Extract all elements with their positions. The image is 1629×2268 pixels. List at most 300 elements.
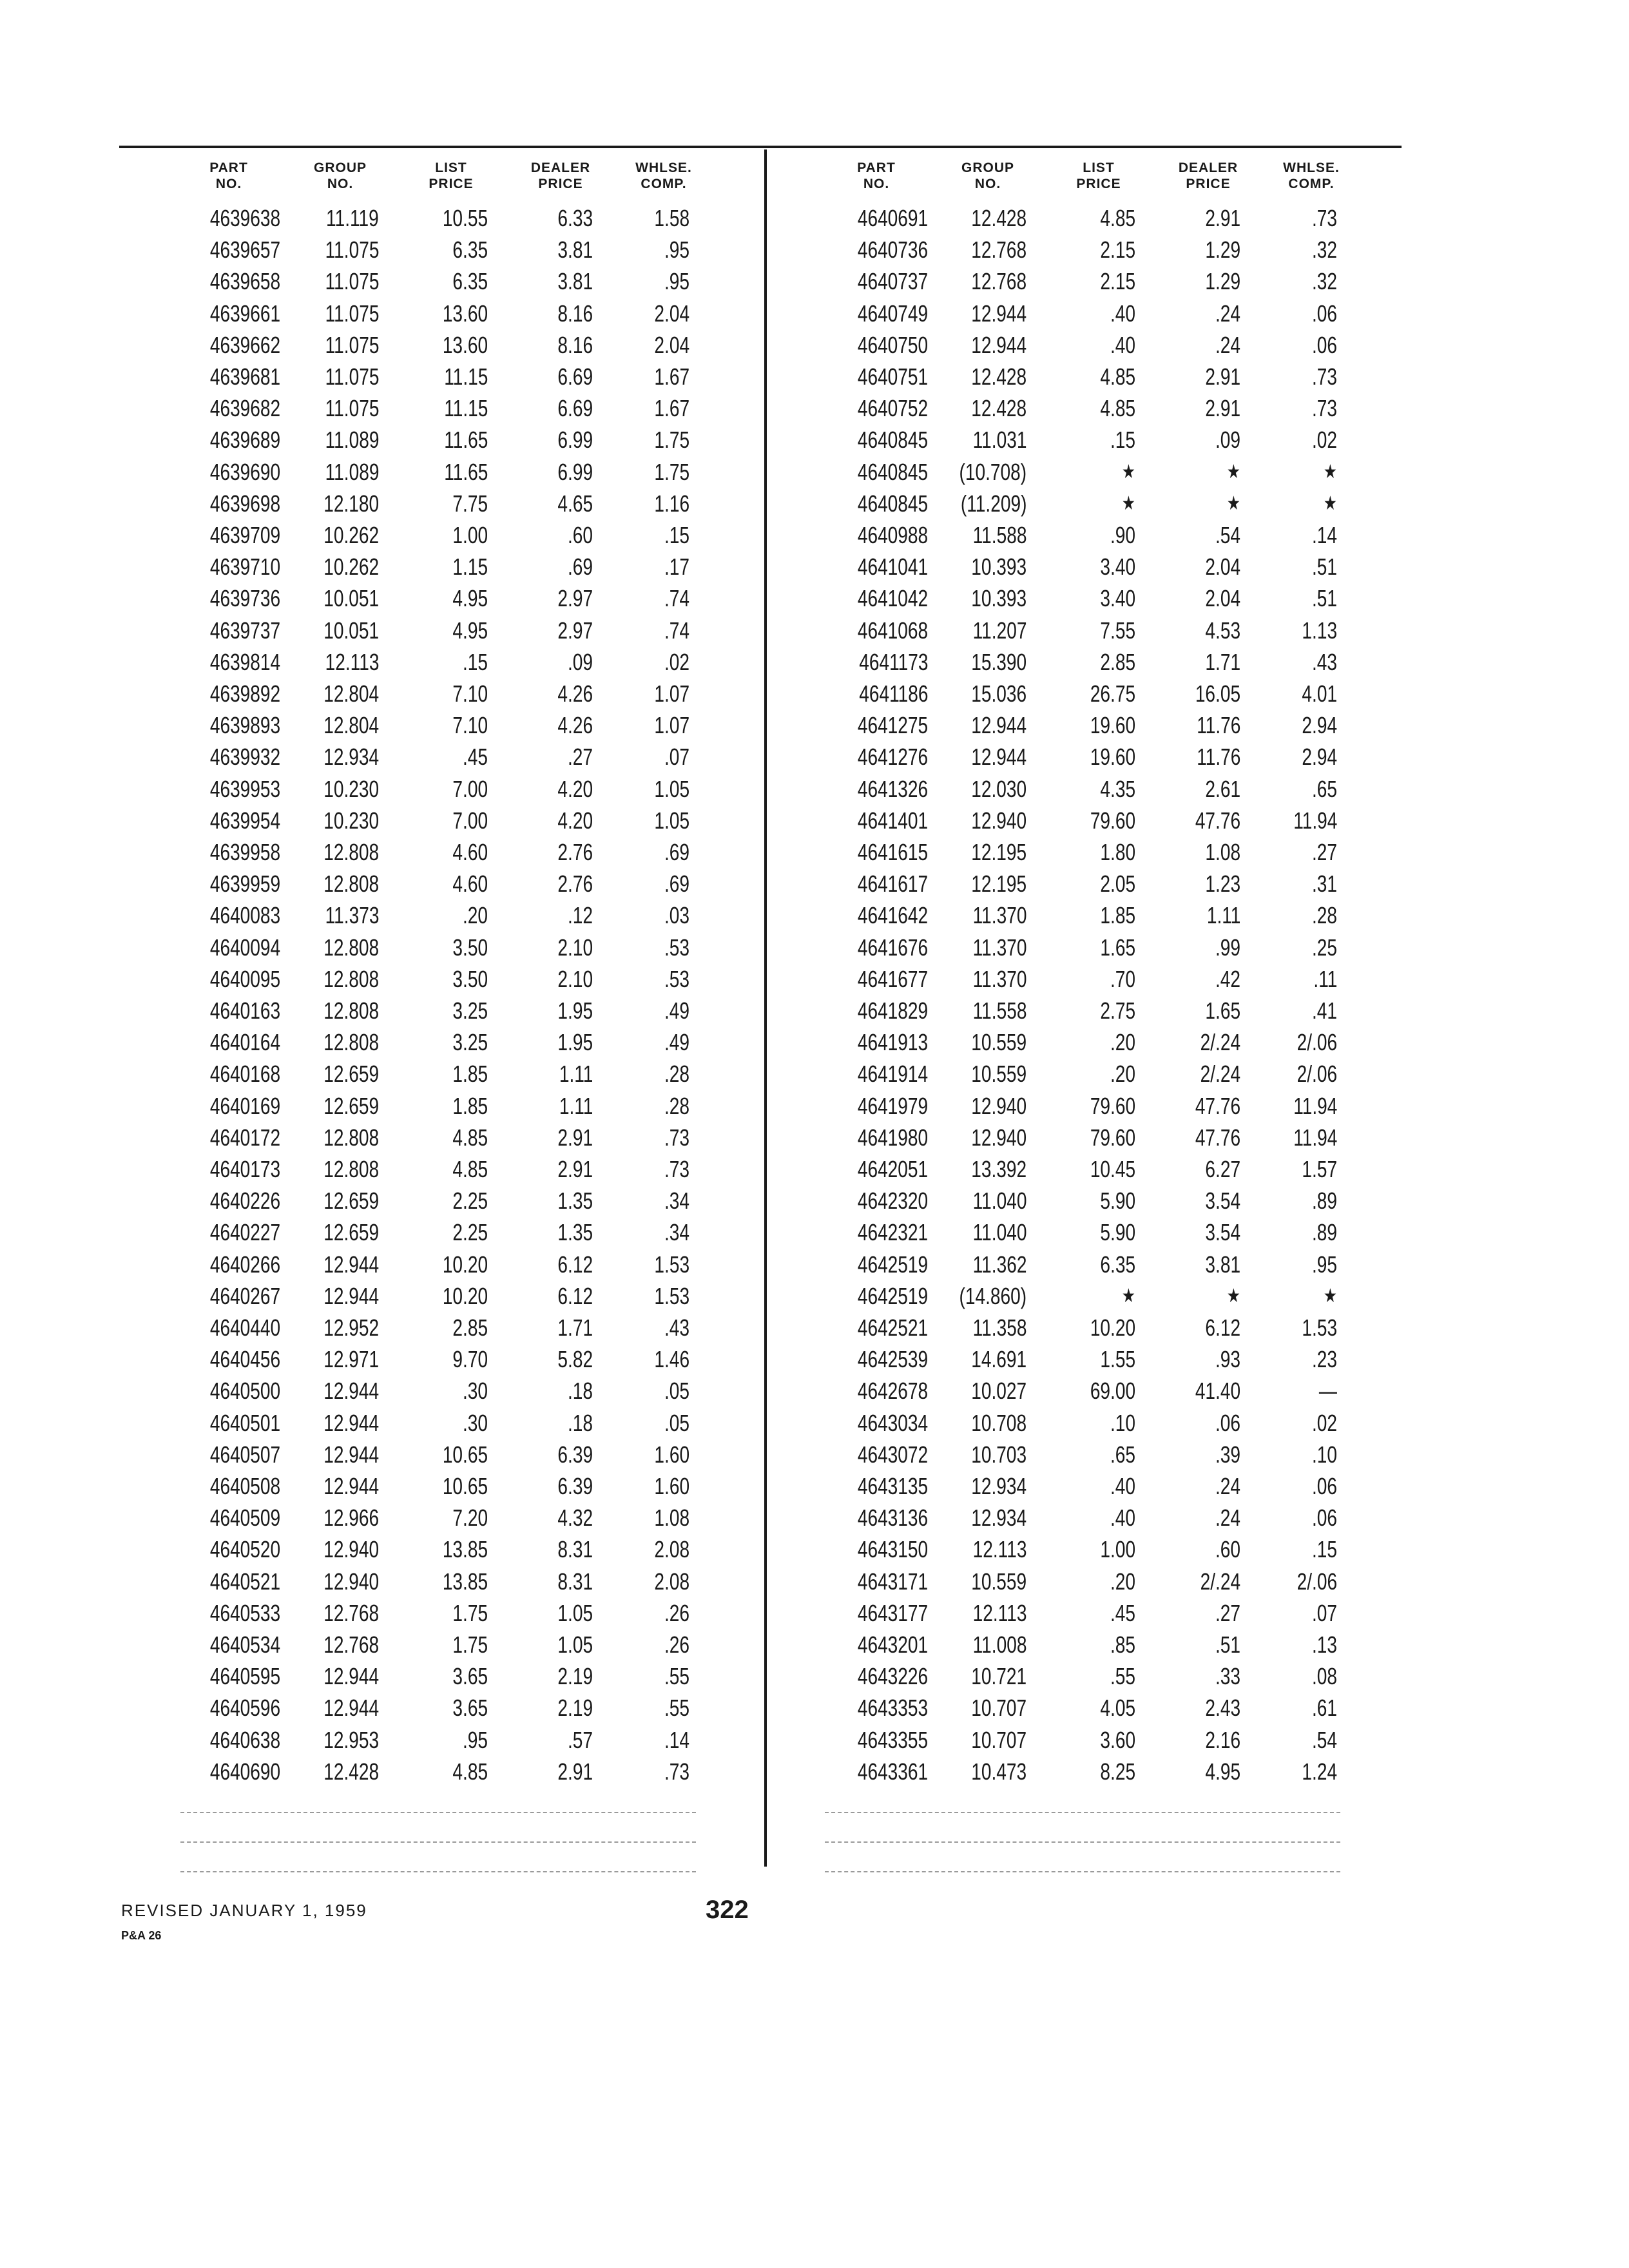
cell-part-no: 4640509 — [209, 1504, 280, 1532]
cell-group-no: 10.027 — [971, 1378, 1027, 1405]
cell-dealer-price: 8.31 — [557, 1536, 593, 1563]
header-line: DEALER — [1178, 160, 1239, 175]
cell-dealer-price: 11.76 — [1196, 744, 1240, 771]
cell-whlse-comp: .55 — [664, 1663, 689, 1690]
cell-dealer-price: .99 — [1215, 934, 1240, 961]
cell-dealer-price: 1.11 — [1206, 902, 1240, 929]
cell-group-no: 10.473 — [971, 1758, 1027, 1785]
cell-whlse-comp: .51 — [1311, 553, 1337, 581]
table-row — [174, 1470, 702, 1502]
cell-whlse-comp: .73 — [1311, 205, 1337, 231]
cell-group-no: 12.944 — [971, 744, 1027, 771]
cell-group-no: 11.373 — [325, 902, 379, 929]
cell-dealer-price: ★ — [1227, 1285, 1240, 1307]
table-row — [174, 1153, 702, 1185]
cell-whlse-comp: 2/.06 — [1296, 1061, 1337, 1088]
cell-list-price: 8.25 — [1100, 1758, 1135, 1785]
cell-whlse-comp: .89 — [1311, 1219, 1337, 1246]
cell-group-no: 12.113 — [972, 1536, 1027, 1563]
cell-whlse-comp: .69 — [664, 839, 689, 865]
table-row — [174, 1756, 702, 1787]
cell-list-price: 3.65 — [452, 1695, 488, 1722]
blank-line — [180, 1871, 696, 1874]
cell-whlse-comp: .06 — [1311, 300, 1337, 327]
cell-part-no: 4640845 — [857, 490, 928, 517]
header-line: PART — [209, 160, 248, 175]
cell-list-price: 79.60 — [1090, 1092, 1135, 1119]
cell-part-no: 4640520 — [209, 1536, 280, 1563]
cell-dealer-price: .27 — [567, 744, 593, 771]
table-row — [822, 709, 1350, 741]
cell-group-no: 10.393 — [971, 585, 1027, 612]
cell-whlse-comp: .53 — [664, 934, 689, 961]
table-row — [822, 1122, 1350, 1153]
cell-group-no: 11.089 — [325, 458, 379, 485]
cell-dealer-price: 3.81 — [1205, 1251, 1240, 1278]
table-row — [822, 1026, 1350, 1058]
cell-list-price: 7.10 — [452, 712, 488, 739]
cell-list-price: 2.05 — [1100, 870, 1135, 898]
table-row — [822, 1470, 1350, 1502]
cell-whlse-comp: 2/.06 — [1296, 1568, 1337, 1595]
cell-part-no: 4640267 — [209, 1282, 280, 1309]
cell-list-price: .20 — [462, 902, 488, 929]
table-row — [174, 932, 702, 963]
header-line: COMP. — [641, 177, 687, 191]
cell-group-no: 12.944 — [323, 1441, 379, 1468]
cell-part-no: 4640500 — [209, 1378, 280, 1405]
table-row — [174, 899, 702, 931]
cell-whlse-comp: 1.24 — [1302, 1758, 1337, 1785]
cell-list-price: 4.95 — [452, 617, 488, 644]
cell-list-price: .20 — [1110, 1568, 1135, 1595]
cell-group-no: 12.030 — [971, 775, 1027, 802]
cell-list-price: .70 — [1110, 965, 1135, 992]
cell-list-price: 10.65 — [442, 1473, 488, 1499]
cell-dealer-price: 4.20 — [557, 807, 593, 834]
cell-whlse-comp: .73 — [1311, 395, 1337, 422]
blank-line — [825, 1871, 1340, 1874]
cell-whlse-comp: .28 — [664, 1092, 689, 1119]
cell-list-price: 3.25 — [452, 997, 488, 1024]
cell-whlse-comp: 11.94 — [1293, 807, 1337, 834]
cell-dealer-price: .24 — [1215, 331, 1240, 358]
header-line: NO. — [215, 177, 242, 191]
table-row — [822, 234, 1350, 265]
cell-part-no: 4640440 — [209, 1314, 280, 1341]
table-row — [822, 551, 1350, 582]
cell-dealer-price: 47.76 — [1195, 1092, 1240, 1119]
header-dealer-price — [531, 160, 590, 198]
cell-dealer-price: 2.10 — [557, 934, 593, 961]
cell-group-no: (14.860) — [959, 1282, 1027, 1309]
cell-part-no: 4643201 — [857, 1631, 928, 1658]
cell-part-no: 4639953 — [209, 775, 280, 802]
cell-whlse-comp: 1.05 — [654, 807, 689, 834]
cell-whlse-comp: 1.67 — [654, 363, 689, 390]
table-row — [822, 995, 1350, 1026]
cell-whlse-comp: .14 — [1311, 522, 1337, 548]
cell-dealer-price: .18 — [567, 1409, 593, 1436]
cell-group-no: 12.808 — [323, 870, 379, 898]
cell-part-no: 4641326 — [857, 775, 928, 802]
cell-list-price: .30 — [462, 1378, 488, 1405]
cell-group-no: 12.944 — [323, 1663, 379, 1690]
cell-whlse-comp: .34 — [664, 1187, 689, 1215]
cell-whlse-comp: 1.16 — [654, 490, 689, 517]
cell-part-no: 4639681 — [209, 363, 280, 390]
form-code: P&A 26 — [121, 1929, 162, 1942]
cell-list-price: .15 — [1110, 427, 1135, 454]
table-row — [174, 202, 702, 234]
cell-part-no: 4640508 — [209, 1473, 280, 1499]
cell-group-no: 12.804 — [323, 712, 379, 739]
cell-dealer-price: .60 — [1215, 1536, 1240, 1563]
cell-dealer-price: .54 — [1215, 522, 1240, 548]
cell-group-no: 12.944 — [323, 1378, 379, 1405]
table-row — [174, 868, 702, 899]
cell-list-price: 4.85 — [452, 1124, 488, 1151]
cell-part-no: 4640173 — [209, 1156, 280, 1182]
cell-list-price: 4.85 — [1100, 395, 1135, 422]
table-row — [174, 1122, 702, 1153]
cell-part-no: 4640094 — [209, 934, 280, 961]
cell-whlse-comp: .03 — [664, 902, 689, 929]
cell-dealer-price: 4.26 — [557, 680, 593, 707]
cell-group-no: 11.362 — [972, 1251, 1027, 1278]
cell-part-no: 4640083 — [209, 902, 280, 929]
cell-dealer-price: 2.61 — [1205, 775, 1240, 802]
cell-part-no: 4642539 — [857, 1346, 928, 1373]
table-row — [822, 646, 1350, 678]
cell-part-no: 4639814 — [209, 648, 280, 675]
cell-whlse-comp: 2.94 — [1302, 744, 1337, 771]
cell-whlse-comp: .95 — [664, 236, 689, 264]
table-row — [822, 932, 1350, 963]
table-row — [174, 1312, 702, 1343]
cell-part-no: 4641642 — [857, 902, 928, 929]
cell-whlse-comp: .95 — [664, 268, 689, 295]
cell-part-no: 4642321 — [857, 1219, 928, 1246]
cell-group-no: 12.428 — [323, 1758, 379, 1785]
cell-part-no: 4639662 — [209, 331, 280, 358]
table-row — [174, 1660, 702, 1692]
cell-list-price: 79.60 — [1090, 807, 1135, 834]
header-line: GROUP — [961, 160, 1015, 175]
cell-list-price: .40 — [1110, 1473, 1135, 1499]
cell-whlse-comp: .51 — [1311, 585, 1337, 612]
header-dealer-price — [1179, 160, 1238, 198]
cell-part-no: 4643034 — [857, 1409, 928, 1436]
cell-whlse-comp: ★ — [1324, 461, 1337, 483]
table-row — [822, 265, 1350, 297]
cell-whlse-comp: .69 — [664, 870, 689, 898]
cell-dealer-price: .93 — [1215, 1346, 1240, 1373]
table-row — [822, 1153, 1350, 1185]
cell-group-no: 11.040 — [972, 1219, 1027, 1246]
table-row — [822, 1692, 1350, 1724]
cell-list-price: 7.00 — [452, 775, 488, 802]
cell-list-price: 3.65 — [452, 1663, 488, 1690]
cell-list-price: 2.15 — [1100, 236, 1135, 264]
table-row — [822, 805, 1350, 836]
cell-part-no: 4639959 — [209, 870, 280, 898]
cell-dealer-price: 6.12 — [557, 1282, 593, 1309]
cell-dealer-price: 6.12 — [1205, 1314, 1240, 1341]
table-row — [822, 1724, 1350, 1756]
cell-group-no: 12.944 — [323, 1282, 379, 1309]
cell-group-no: 12.808 — [323, 1029, 379, 1056]
cell-dealer-price: .51 — [1215, 1631, 1240, 1658]
cell-list-price: .15 — [462, 648, 488, 675]
cell-part-no: 4643136 — [857, 1504, 928, 1532]
table-row — [822, 963, 1350, 995]
cell-dealer-price: .24 — [1215, 1473, 1240, 1499]
cell-whlse-comp: .07 — [1311, 1599, 1337, 1626]
cell-whlse-comp: 1.05 — [654, 775, 689, 802]
table-row — [822, 836, 1350, 868]
cell-group-no: 12.808 — [323, 997, 379, 1024]
cell-part-no: 4643361 — [857, 1758, 928, 1785]
cell-list-price: 11.65 — [443, 458, 488, 485]
cell-group-no: 12.966 — [323, 1504, 379, 1532]
cell-list-price: 7.10 — [452, 680, 488, 707]
table-row — [174, 646, 702, 678]
cell-group-no: 12.940 — [971, 1092, 1027, 1119]
cell-list-price: 5.90 — [1100, 1187, 1135, 1215]
cell-list-price: 3.40 — [1100, 585, 1135, 612]
cell-whlse-comp: 1.46 — [654, 1346, 689, 1373]
cell-group-no: 12.113 — [972, 1599, 1027, 1626]
cell-whlse-comp: 1.58 — [654, 205, 689, 231]
cell-group-no: 12.940 — [971, 1124, 1027, 1151]
cell-group-no: 12.428 — [971, 395, 1027, 422]
cell-dealer-price: .24 — [1215, 300, 1240, 327]
cell-part-no: 4640163 — [209, 997, 280, 1024]
cell-group-no: 12.940 — [971, 807, 1027, 834]
cell-group-no: 11.075 — [325, 300, 379, 327]
cell-dealer-price: 6.69 — [557, 363, 593, 390]
table-row — [822, 1216, 1350, 1248]
cell-whlse-comp: .05 — [664, 1378, 689, 1405]
cell-group-no: 10.262 — [323, 522, 379, 548]
cell-part-no: 4640638 — [209, 1726, 280, 1753]
cell-part-no: 4640988 — [857, 522, 928, 548]
table-row — [822, 1629, 1350, 1660]
cell-list-price: 1.80 — [1100, 839, 1135, 865]
cell-group-no: 12.808 — [323, 1124, 379, 1151]
cell-whlse-comp: .15 — [664, 522, 689, 548]
cell-whlse-comp: .13 — [1311, 1631, 1337, 1658]
cell-dealer-price: 8.31 — [557, 1568, 593, 1595]
cell-part-no: 4643226 — [857, 1663, 928, 1690]
table-row — [174, 1597, 702, 1629]
header-line: LIST — [435, 160, 467, 175]
cell-part-no: 4640533 — [209, 1599, 280, 1626]
cell-group-no: 11.588 — [972, 522, 1027, 548]
cell-group-no: 10.559 — [971, 1061, 1027, 1088]
cell-whlse-comp: .27 — [1311, 839, 1337, 865]
cell-part-no: 4642051 — [857, 1156, 928, 1182]
cell-group-no: 15.390 — [971, 648, 1027, 675]
cell-whlse-comp: .43 — [1311, 648, 1337, 675]
cell-list-price: .45 — [462, 744, 488, 771]
cell-list-price: .40 — [1110, 1504, 1135, 1532]
cell-group-no: 12.940 — [323, 1568, 379, 1595]
cell-list-price: 4.60 — [452, 839, 488, 865]
cell-list-price: 1.75 — [452, 1599, 488, 1626]
cell-part-no: 4640691 — [857, 205, 928, 231]
cell-part-no: 4643135 — [857, 1473, 928, 1499]
table-row — [174, 615, 702, 646]
cell-whlse-comp: .95 — [1311, 1251, 1337, 1278]
cell-whlse-comp: 1.60 — [654, 1441, 689, 1468]
cell-group-no: 11.031 — [972, 427, 1027, 454]
cell-whlse-comp: 2.04 — [654, 331, 689, 358]
table-row — [174, 1724, 702, 1756]
cell-list-price: .85 — [1110, 1631, 1135, 1658]
header-line: WHLSE. — [635, 160, 692, 175]
table-row — [174, 1533, 702, 1565]
cell-dealer-price: .57 — [567, 1726, 593, 1753]
cell-whlse-comp: 1.67 — [654, 395, 689, 422]
cell-group-no: 11.558 — [972, 997, 1027, 1024]
table-row — [174, 1566, 702, 1597]
cell-list-price: 11.15 — [443, 395, 488, 422]
cell-whlse-comp: .34 — [664, 1219, 689, 1246]
cell-dealer-price: 8.16 — [557, 300, 593, 327]
cell-dealer-price: .06 — [1215, 1409, 1240, 1436]
cell-whlse-comp: ★ — [1324, 1285, 1337, 1307]
cell-whlse-comp: .06 — [1311, 331, 1337, 358]
cell-list-price: .30 — [462, 1409, 488, 1436]
cell-part-no: 4639736 — [209, 585, 280, 612]
cell-group-no: 12.934 — [323, 744, 379, 771]
cell-group-no: 11.370 — [972, 902, 1027, 929]
cell-group-no: 11.370 — [972, 934, 1027, 961]
cell-list-price: 2.85 — [1100, 648, 1135, 675]
cell-list-price: 19.60 — [1090, 744, 1135, 771]
cell-dealer-price: .18 — [567, 1378, 593, 1405]
cell-whlse-comp: .02 — [1311, 427, 1337, 454]
cell-list-price: 10.20 — [442, 1282, 488, 1309]
table-row — [174, 519, 702, 551]
cell-group-no: 10.262 — [323, 553, 379, 581]
cell-group-no: 13.392 — [971, 1156, 1027, 1182]
blank-line — [825, 1841, 1340, 1844]
cell-part-no: 4639698 — [209, 490, 280, 517]
cell-whlse-comp: .06 — [1311, 1473, 1337, 1499]
header-line: NO. — [327, 177, 354, 191]
table-row — [174, 1058, 702, 1090]
cell-list-price: 1.75 — [452, 1631, 488, 1658]
table-row — [822, 1660, 1350, 1692]
header-line: PRICE — [429, 177, 474, 191]
cell-part-no: 4641980 — [857, 1124, 928, 1151]
header-line: WHLSE. — [1283, 160, 1340, 175]
cell-part-no: 4642519 — [857, 1251, 928, 1278]
cell-dealer-price: 1.05 — [557, 1631, 593, 1658]
cell-whlse-comp: .32 — [1311, 268, 1337, 295]
blank-line — [180, 1812, 696, 1814]
cell-part-no: 4642320 — [857, 1187, 928, 1215]
cell-group-no: 11.040 — [972, 1187, 1027, 1215]
table-row — [174, 1502, 702, 1533]
header-line: PART — [857, 160, 896, 175]
cell-dealer-price: 41.40 — [1195, 1378, 1240, 1405]
table-row — [822, 1090, 1350, 1122]
cell-dealer-price: 2.91 — [1205, 395, 1240, 422]
cell-dealer-price: 2/.24 — [1200, 1568, 1240, 1595]
cell-group-no: 12.428 — [971, 205, 1027, 231]
table-row — [174, 424, 702, 456]
cell-dealer-price: 6.39 — [557, 1441, 593, 1468]
table-row — [174, 1407, 702, 1439]
cell-list-price: ★ — [1122, 1285, 1135, 1307]
cell-whlse-comp: 2.04 — [654, 300, 689, 327]
cell-list-price: 13.85 — [442, 1536, 488, 1563]
cell-list-price: 1.85 — [452, 1061, 488, 1088]
cell-group-no: 12.944 — [323, 1695, 379, 1722]
cell-whlse-comp: 2.94 — [1302, 712, 1337, 739]
cell-list-price: 7.20 — [452, 1504, 488, 1532]
cell-list-price: 11.65 — [443, 427, 488, 454]
table-row — [822, 678, 1350, 709]
cell-list-price: 13.60 — [442, 300, 488, 327]
cell-group-no: 12.195 — [971, 839, 1027, 865]
cell-group-no: 10.703 — [971, 1441, 1027, 1468]
cell-whlse-comp: .55 — [664, 1695, 689, 1722]
cell-part-no: 4641041 — [857, 553, 928, 581]
header-line: PRICE — [538, 177, 583, 191]
cell-dealer-price: 2.91 — [1205, 363, 1240, 390]
header-line: NO. — [863, 177, 890, 191]
cell-whlse-comp: 1.75 — [654, 458, 689, 485]
cell-group-no: 11.075 — [325, 363, 379, 390]
cell-whlse-comp: .73 — [664, 1124, 689, 1151]
cell-whlse-comp: 1.57 — [1302, 1156, 1337, 1182]
cell-dealer-price: 1.95 — [557, 1029, 593, 1056]
cell-list-price: 7.75 — [452, 490, 488, 517]
table-row — [822, 1756, 1350, 1787]
cell-part-no: 4639658 — [209, 268, 280, 295]
cell-dealer-price: 4.53 — [1205, 617, 1240, 644]
cell-group-no: 12.934 — [971, 1504, 1027, 1532]
cell-dealer-price: 2.43 — [1205, 1695, 1240, 1722]
cell-list-price: 2.25 — [452, 1187, 488, 1215]
page-number: 322 — [706, 1896, 749, 1924]
header-group-no — [314, 160, 367, 198]
cell-group-no: 14.691 — [971, 1346, 1027, 1373]
cell-dealer-price: 2/.24 — [1200, 1029, 1240, 1056]
cell-dealer-price: 4.26 — [557, 712, 593, 739]
cell-part-no: 4642678 — [857, 1378, 928, 1405]
cell-dealer-price: .60 — [567, 522, 593, 548]
cell-list-price: 3.50 — [452, 965, 488, 992]
blank-line — [180, 1841, 696, 1844]
cell-dealer-price: 4.65 — [557, 490, 593, 517]
cell-dealer-price: 11.76 — [1196, 712, 1240, 739]
table-row — [174, 361, 702, 392]
cell-dealer-price: .39 — [1215, 1441, 1240, 1468]
cell-group-no: 12.808 — [323, 965, 379, 992]
cell-whlse-comp: 2/.06 — [1296, 1029, 1337, 1056]
header-line: DEALER — [530, 160, 591, 175]
cell-list-price: 1.00 — [452, 522, 488, 548]
cell-list-price: 10.20 — [1090, 1314, 1135, 1341]
cell-group-no: 11.075 — [325, 236, 379, 264]
cell-list-price: .20 — [1110, 1061, 1135, 1088]
